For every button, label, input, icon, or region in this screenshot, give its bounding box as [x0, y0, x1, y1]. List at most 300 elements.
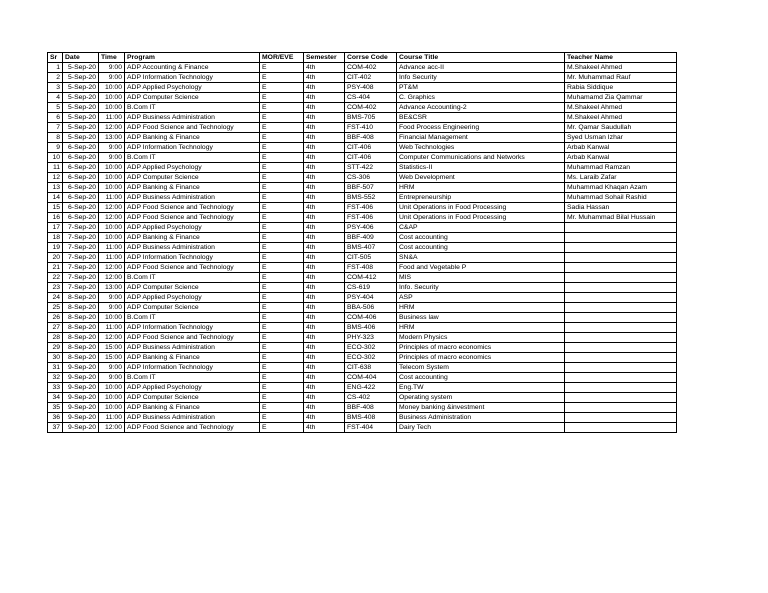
- cell-teacher-name: [565, 313, 677, 323]
- cell-program: ADP Food Science and Technology: [125, 203, 260, 213]
- cell-date: 9-Sep-20: [63, 403, 99, 413]
- cell-teacher-name: Arbab Kanwal: [565, 153, 677, 163]
- cell-program: B.Com IT: [125, 273, 260, 283]
- cell-date: 5-Sep-20: [63, 113, 99, 123]
- cell-course-code: CIT-406: [345, 143, 397, 153]
- cell-course-code: BBF-507: [345, 183, 397, 193]
- table-row: [48, 263, 677, 273]
- table-row: [48, 223, 677, 233]
- cell-semester: 4th: [304, 273, 345, 283]
- cell-mor-eve: E: [260, 303, 304, 313]
- cell-program: ADP Banking & Finance: [125, 353, 260, 363]
- cell-date: 6-Sep-20: [63, 183, 99, 193]
- cell-course-code: ENG-422: [345, 383, 397, 393]
- cell-date: 8-Sep-20: [63, 353, 99, 363]
- cell-date: 6-Sep-20: [63, 153, 99, 163]
- cell-time: 10:00: [99, 93, 125, 103]
- cell-program: ADP Business Administration: [125, 413, 260, 423]
- cell-course-title: Operating system: [397, 393, 565, 403]
- table-row: [48, 193, 677, 203]
- cell-mor-eve: E: [260, 143, 304, 153]
- cell-date: 8-Sep-20: [63, 313, 99, 323]
- table-row: [48, 273, 677, 283]
- cell-time: 12:00: [99, 333, 125, 343]
- cell-course-code: BBF-409: [345, 233, 397, 243]
- cell-date: 6-Sep-20: [63, 163, 99, 173]
- cell-semester: 4th: [304, 343, 345, 353]
- cell-time: 10:00: [99, 233, 125, 243]
- cell-semester: 4th: [304, 213, 345, 223]
- cell-course-code: PSY-406: [345, 223, 397, 233]
- cell-teacher-name: [565, 373, 677, 383]
- cell-course-code: FST-410: [345, 123, 397, 133]
- cell-mor-eve: E: [260, 353, 304, 363]
- cell-sr: 14: [48, 193, 63, 203]
- cell-teacher-name: [565, 223, 677, 233]
- table-row: [48, 383, 677, 393]
- cell-sr: 5: [48, 103, 63, 113]
- cell-mor-eve: E: [260, 363, 304, 373]
- cell-program: ADP Information Technology: [125, 323, 260, 333]
- cell-teacher-name: Muhammad Sohail Rashid: [565, 193, 677, 203]
- cell-sr: 18: [48, 233, 63, 243]
- cell-course-title: Entrepreneurship: [397, 193, 565, 203]
- cell-sr: 35: [48, 403, 63, 413]
- table-row: [48, 93, 677, 103]
- cell-teacher-name: Ms. Laraib Zafar: [565, 173, 677, 183]
- cell-course-title: Principles of macro economics: [397, 343, 565, 353]
- cell-mor-eve: E: [260, 273, 304, 283]
- cell-program: ADP Computer Science: [125, 93, 260, 103]
- cell-teacher-name: [565, 273, 677, 283]
- cell-teacher-name: [565, 363, 677, 373]
- table-row: [48, 113, 677, 123]
- table-row: [48, 403, 677, 413]
- cell-course-title: Business Administration: [397, 413, 565, 423]
- cell-mor-eve: E: [260, 183, 304, 193]
- cell-date: 5-Sep-20: [63, 63, 99, 73]
- table-row: [48, 183, 677, 193]
- cell-course-code: FST-408: [345, 263, 397, 273]
- table-row: [48, 363, 677, 373]
- cell-semester: 4th: [304, 283, 345, 293]
- cell-mor-eve: E: [260, 283, 304, 293]
- cell-semester: 4th: [304, 113, 345, 123]
- table-row: [48, 133, 677, 143]
- cell-semester: 4th: [304, 293, 345, 303]
- cell-course-title: Cost accounting: [397, 233, 565, 243]
- cell-mor-eve: E: [260, 403, 304, 413]
- cell-program: ADP Banking & Finance: [125, 183, 260, 193]
- cell-program: ADP Accounting & Finance: [125, 63, 260, 73]
- cell-program: B.Com IT: [125, 103, 260, 113]
- cell-date: 5-Sep-20: [63, 133, 99, 143]
- cell-sr: 7: [48, 123, 63, 133]
- cell-program: ADP Food Science and Technology: [125, 263, 260, 273]
- cell-time: 12:00: [99, 203, 125, 213]
- cell-program: ADP Information Technology: [125, 363, 260, 373]
- header-semester: Semester: [304, 53, 345, 63]
- cell-sr: 29: [48, 343, 63, 353]
- cell-program: ADP Computer Science: [125, 283, 260, 293]
- cell-course-code: BBA-506: [345, 303, 397, 313]
- cell-course-title: ASP: [397, 293, 565, 303]
- cell-semester: 4th: [304, 123, 345, 133]
- cell-date: 6-Sep-20: [63, 203, 99, 213]
- cell-sr: 28: [48, 333, 63, 343]
- cell-program: B.Com IT: [125, 373, 260, 383]
- header-date: Date: [63, 53, 99, 63]
- cell-time: 9:00: [99, 293, 125, 303]
- cell-semester: 4th: [304, 183, 345, 193]
- cell-sr: 24: [48, 293, 63, 303]
- cell-date: 5-Sep-20: [63, 103, 99, 113]
- cell-teacher-name: Mr. Muhammad Bilal Hussain: [565, 213, 677, 223]
- cell-sr: 36: [48, 413, 63, 423]
- cell-teacher-name: Muhamamd Zia Qammar: [565, 93, 677, 103]
- cell-course-title: Cost accounting: [397, 373, 565, 383]
- cell-course-title: HRM: [397, 323, 565, 333]
- cell-date: 9-Sep-20: [63, 383, 99, 393]
- table-row: [48, 73, 677, 83]
- cell-sr: 1: [48, 63, 63, 73]
- cell-teacher-name: M.Shakeel Ahmed: [565, 113, 677, 123]
- cell-teacher-name: [565, 253, 677, 263]
- cell-mor-eve: E: [260, 393, 304, 403]
- cell-program: ADP Food Science and Technology: [125, 333, 260, 343]
- cell-date: 7-Sep-20: [63, 283, 99, 293]
- cell-semester: 4th: [304, 63, 345, 73]
- cell-course-code: BMS-552: [345, 193, 397, 203]
- cell-semester: 4th: [304, 403, 345, 413]
- cell-teacher-name: [565, 393, 677, 403]
- cell-program: ADP Business Administration: [125, 193, 260, 203]
- cell-teacher-name: [565, 323, 677, 333]
- cell-teacher-name: Mr. Qamar Saudullah: [565, 123, 677, 133]
- cell-time: 11:00: [99, 413, 125, 423]
- cell-teacher-name: Rabia Siddique: [565, 83, 677, 93]
- cell-course-code: BMS-705: [345, 113, 397, 123]
- cell-semester: 4th: [304, 323, 345, 333]
- cell-mor-eve: E: [260, 233, 304, 243]
- cell-semester: 4th: [304, 383, 345, 393]
- cell-course-title: HRM: [397, 183, 565, 193]
- cell-teacher-name: [565, 403, 677, 413]
- cell-course-code: ECO-302: [345, 343, 397, 353]
- cell-mor-eve: E: [260, 413, 304, 423]
- table-row: [48, 243, 677, 253]
- cell-time: 9:00: [99, 63, 125, 73]
- cell-sr: 8: [48, 133, 63, 143]
- cell-time: 9:00: [99, 73, 125, 83]
- header-teacher-name: Teacher Name: [565, 53, 677, 63]
- cell-course-code: ECO-302: [345, 353, 397, 363]
- cell-mor-eve: E: [260, 333, 304, 343]
- cell-course-code: CIT-406: [345, 153, 397, 163]
- cell-time: 9:00: [99, 153, 125, 163]
- cell-course-code: BMS-406: [345, 323, 397, 333]
- cell-date: 9-Sep-20: [63, 363, 99, 373]
- header-row: [48, 53, 677, 63]
- cell-sr: 10: [48, 153, 63, 163]
- cell-time: 12:00: [99, 423, 125, 433]
- cell-date: 7-Sep-20: [63, 223, 99, 233]
- cell-date: 6-Sep-20: [63, 213, 99, 223]
- cell-sr: 13: [48, 183, 63, 193]
- cell-teacher-name: Syed Usman Izhar: [565, 133, 677, 143]
- cell-program: ADP Banking & Finance: [125, 133, 260, 143]
- cell-course-title: Computer Communications and Networks: [397, 153, 565, 163]
- cell-course-code: FST-404: [345, 423, 397, 433]
- cell-program: ADP Banking & Finance: [125, 403, 260, 413]
- table-row: [48, 213, 677, 223]
- cell-sr: 22: [48, 273, 63, 283]
- cell-time: 10:00: [99, 313, 125, 323]
- cell-course-code: PHY-323: [345, 333, 397, 343]
- cell-mor-eve: E: [260, 163, 304, 173]
- cell-sr: 9: [48, 143, 63, 153]
- table-row: [48, 153, 677, 163]
- cell-sr: 3: [48, 83, 63, 93]
- cell-time: 10:00: [99, 83, 125, 93]
- cell-teacher-name: M.Shakeel Ahmed: [565, 63, 677, 73]
- cell-semester: 4th: [304, 243, 345, 253]
- cell-date: 6-Sep-20: [63, 143, 99, 153]
- cell-sr: 25: [48, 303, 63, 313]
- cell-mor-eve: E: [260, 313, 304, 323]
- cell-semester: 4th: [304, 413, 345, 423]
- cell-time: 11:00: [99, 243, 125, 253]
- cell-course-title: Info. Security: [397, 283, 565, 293]
- cell-sr: 17: [48, 223, 63, 233]
- cell-time: 10:00: [99, 223, 125, 233]
- table-body: [48, 63, 677, 433]
- cell-time: 12:00: [99, 273, 125, 283]
- table-row: [48, 333, 677, 343]
- cell-time: 11:00: [99, 113, 125, 123]
- cell-mor-eve: E: [260, 293, 304, 303]
- cell-mor-eve: E: [260, 193, 304, 203]
- cell-semester: 4th: [304, 103, 345, 113]
- header-course-title: Course Title: [397, 53, 565, 63]
- table-row: [48, 413, 677, 423]
- cell-date: 6-Sep-20: [63, 193, 99, 203]
- cell-program: ADP Banking & Finance: [125, 233, 260, 243]
- cell-mor-eve: E: [260, 63, 304, 73]
- cell-program: B.Com IT: [125, 153, 260, 163]
- cell-program: ADP Information Technology: [125, 73, 260, 83]
- cell-course-title: Dairy Tech: [397, 423, 565, 433]
- cell-course-title: Food Process Engineering: [397, 123, 565, 133]
- cell-sr: 4: [48, 93, 63, 103]
- cell-date: 8-Sep-20: [63, 323, 99, 333]
- cell-sr: 16: [48, 213, 63, 223]
- table-row: [48, 393, 677, 403]
- cell-program: ADP Computer Science: [125, 393, 260, 403]
- cell-mor-eve: E: [260, 93, 304, 103]
- cell-program: ADP Food Science and Technology: [125, 123, 260, 133]
- cell-program: ADP Applied Psychology: [125, 223, 260, 233]
- cell-time: 15:00: [99, 353, 125, 363]
- cell-semester: 4th: [304, 93, 345, 103]
- header-program: Program: [125, 53, 260, 63]
- cell-semester: 4th: [304, 133, 345, 143]
- cell-mor-eve: E: [260, 253, 304, 263]
- cell-teacher-name: [565, 343, 677, 353]
- cell-course-title: Modern Physics: [397, 333, 565, 343]
- cell-course-code: BMS-408: [345, 413, 397, 423]
- cell-course-title: Info Security: [397, 73, 565, 83]
- cell-sr: 12: [48, 173, 63, 183]
- cell-program: ADP Business Administration: [125, 343, 260, 353]
- table-row: [48, 343, 677, 353]
- cell-time: 10:00: [99, 163, 125, 173]
- table-row: [48, 253, 677, 263]
- cell-time: 10:00: [99, 403, 125, 413]
- cell-mor-eve: E: [260, 203, 304, 213]
- cell-date: 8-Sep-20: [63, 343, 99, 353]
- cell-date: 9-Sep-20: [63, 413, 99, 423]
- cell-course-code: BBF-408: [345, 403, 397, 413]
- cell-semester: 4th: [304, 363, 345, 373]
- cell-course-title: Principles of macro economics: [397, 353, 565, 363]
- cell-sr: 15: [48, 203, 63, 213]
- cell-program: ADP Computer Science: [125, 303, 260, 313]
- cell-date: 6-Sep-20: [63, 173, 99, 183]
- header-time: Time: [99, 53, 125, 63]
- cell-date: 9-Sep-20: [63, 393, 99, 403]
- header-sr: Sr: [48, 53, 63, 63]
- cell-course-code: CS-306: [345, 173, 397, 183]
- cell-mor-eve: E: [260, 223, 304, 233]
- cell-teacher-name: [565, 423, 677, 433]
- cell-program: ADP Food Science and Technology: [125, 213, 260, 223]
- cell-time: 12:00: [99, 123, 125, 133]
- cell-mor-eve: E: [260, 343, 304, 353]
- cell-teacher-name: [565, 233, 677, 243]
- cell-time: 11:00: [99, 193, 125, 203]
- cell-semester: 4th: [304, 373, 345, 383]
- cell-course-code: CIT-505: [345, 253, 397, 263]
- cell-semester: 4th: [304, 173, 345, 183]
- cell-time: 13:00: [99, 283, 125, 293]
- cell-time: 9:00: [99, 373, 125, 383]
- cell-time: 10:00: [99, 103, 125, 113]
- cell-course-code: CIT-402: [345, 73, 397, 83]
- cell-course-title: Unit Operations in Food Processing: [397, 203, 565, 213]
- cell-time: 10:00: [99, 383, 125, 393]
- cell-course-title: PT&M: [397, 83, 565, 93]
- table-row: [48, 373, 677, 383]
- cell-date: 5-Sep-20: [63, 73, 99, 83]
- cell-semester: 4th: [304, 83, 345, 93]
- cell-sr: 23: [48, 283, 63, 293]
- cell-course-title: Statistics-II: [397, 163, 565, 173]
- cell-mor-eve: E: [260, 263, 304, 273]
- cell-program: ADP Applied Psychology: [125, 163, 260, 173]
- cell-teacher-name: [565, 333, 677, 343]
- cell-course-code: COM-402: [345, 103, 397, 113]
- cell-program: ADP Applied Psychology: [125, 293, 260, 303]
- cell-course-code: PSY-404: [345, 293, 397, 303]
- cell-teacher-name: Muhammad Khaqan Azam: [565, 183, 677, 193]
- cell-program: ADP Information Technology: [125, 253, 260, 263]
- cell-date: 8-Sep-20: [63, 333, 99, 343]
- cell-course-title: Financial Management: [397, 133, 565, 143]
- cell-mor-eve: E: [260, 173, 304, 183]
- cell-sr: 6: [48, 113, 63, 123]
- cell-semester: 4th: [304, 253, 345, 263]
- cell-course-code: CS-619: [345, 283, 397, 293]
- cell-semester: 4th: [304, 143, 345, 153]
- cell-time: 10:00: [99, 173, 125, 183]
- cell-semester: 4th: [304, 203, 345, 213]
- cell-semester: 4th: [304, 313, 345, 323]
- cell-semester: 4th: [304, 263, 345, 273]
- cell-semester: 4th: [304, 73, 345, 83]
- cell-sr: 32: [48, 373, 63, 383]
- cell-mor-eve: E: [260, 323, 304, 333]
- cell-teacher-name: [565, 283, 677, 293]
- header-course-code: Corrse Code: [345, 53, 397, 63]
- cell-time: 11:00: [99, 253, 125, 263]
- cell-course-code: STT-422: [345, 163, 397, 173]
- table-row: [48, 203, 677, 213]
- cell-course-code: PSY-408: [345, 83, 397, 93]
- cell-teacher-name: [565, 383, 677, 393]
- cell-date: 7-Sep-20: [63, 263, 99, 273]
- cell-program: ADP Information Technology: [125, 143, 260, 153]
- cell-teacher-name: Sadia Hassan: [565, 203, 677, 213]
- cell-semester: 4th: [304, 163, 345, 173]
- cell-sr: 34: [48, 393, 63, 403]
- cell-mor-eve: E: [260, 123, 304, 133]
- cell-time: 9:00: [99, 143, 125, 153]
- table-row: [48, 283, 677, 293]
- cell-sr: 30: [48, 353, 63, 363]
- cell-sr: 26: [48, 313, 63, 323]
- cell-program: ADP Business Administration: [125, 243, 260, 253]
- cell-date: 7-Sep-20: [63, 273, 99, 283]
- cell-time: 12:00: [99, 263, 125, 273]
- cell-course-title: SN&A: [397, 253, 565, 263]
- cell-course-title: Telecom System: [397, 363, 565, 373]
- cell-course-code: COM-404: [345, 373, 397, 383]
- cell-mor-eve: E: [260, 213, 304, 223]
- table-row: [48, 143, 677, 153]
- cell-sr: 31: [48, 363, 63, 373]
- cell-time: 11:00: [99, 323, 125, 333]
- cell-mor-eve: E: [260, 383, 304, 393]
- cell-course-code: COM-402: [345, 63, 397, 73]
- cell-teacher-name: Mr. Muhammad Rauf: [565, 73, 677, 83]
- table-row: [48, 173, 677, 183]
- cell-course-code: BBF-408: [345, 133, 397, 143]
- cell-course-title: C. Graphics: [397, 93, 565, 103]
- cell-course-title: Unit Operations in Food Processing: [397, 213, 565, 223]
- cell-semester: 4th: [304, 193, 345, 203]
- header-mor-eve: MOR/EVE: [260, 53, 304, 63]
- cell-semester: 4th: [304, 393, 345, 403]
- cell-date: 5-Sep-20: [63, 123, 99, 133]
- cell-date: 9-Sep-20: [63, 423, 99, 433]
- cell-date: 7-Sep-20: [63, 243, 99, 253]
- table-row: [48, 63, 677, 73]
- cell-course-title: Web Technologies: [397, 143, 565, 153]
- cell-mor-eve: E: [260, 153, 304, 163]
- cell-mor-eve: E: [260, 83, 304, 93]
- cell-course-code: CS-402: [345, 393, 397, 403]
